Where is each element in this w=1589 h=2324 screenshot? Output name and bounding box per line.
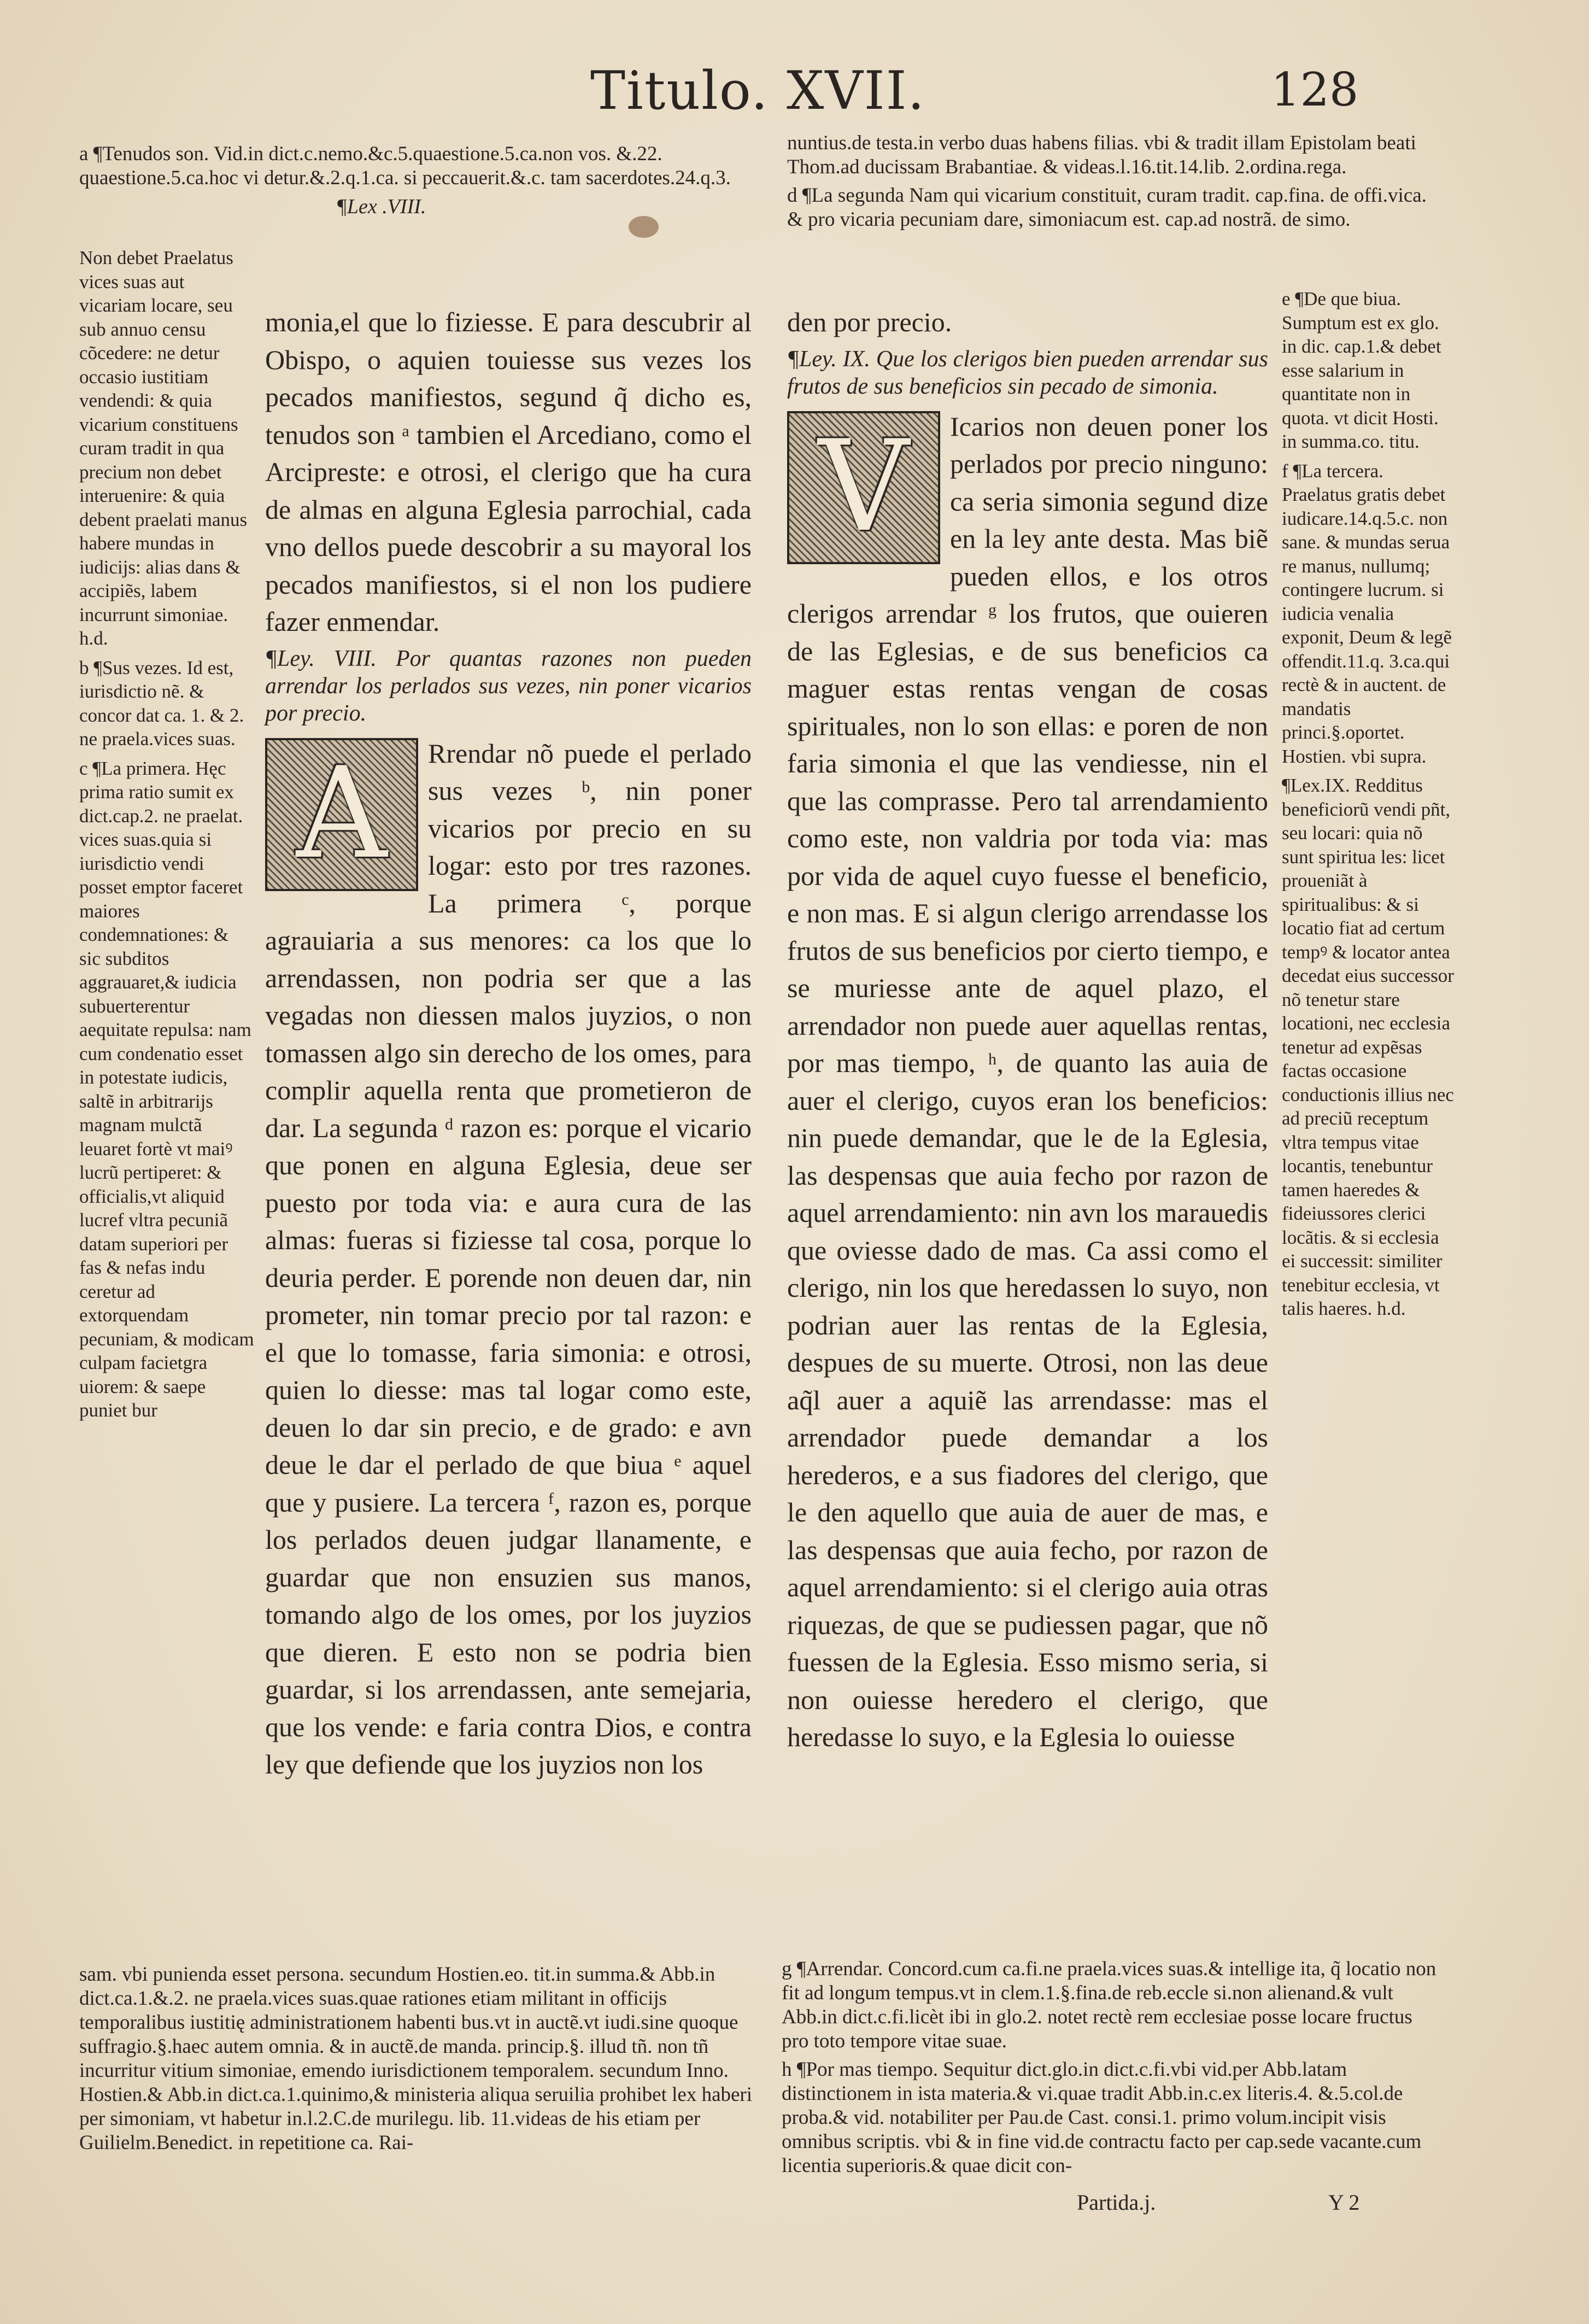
gloss-c: c ¶La primera. Hęc prima ratio sumit ex dict.cap.2. ne praelat. vices suas.quia si iurisdictio vendi posset emptor faceret maiores condemnationes: & sic subditos aggrauaret,& iudicia subuerterentur aequitate repulsa: nam cum condenatio esset in potestate iudicis, saltẽ in arbitrarijs magnam mulctã leuaret fortè vt maiꝰ lucrũ pertiperet: & officialis,vt aliquid lucref vltra pecuniã datam superiori per fas & nefas indu ceretur ad extorquendam pecuniam, & modicam culpam facietgra uiorem: & saepe puniet bur xyxy=(79,757,254,1421)
signature-label: Partida.j. xyxy=(1077,2190,1156,2215)
gloss-h: h ¶Por mas tiempo. Sequitur dict.glo.in dict.c.fi.vbi vid.per Abb.latam distinctionem in ista materia.& vi.quae tradit Abb.in.c.ex literis.4. &.5.col.de proba.& vid. notabiliter per Pau.de Cast. consi.1. primo volum.incipit visis omnibus scriptis. vbi & in fine vid.de contractu facto per cap.sede vacante.cum licentia superioris.& quae dicit con- xyxy=(782,2058,1422,2177)
decorated-initial-v: V xyxy=(787,411,940,564)
left-margin-notes xyxy=(79,246,254,1428)
gloss-bottom-left xyxy=(79,1963,757,2159)
decorated-initial-a: A xyxy=(265,738,418,891)
signature-mark: Y 2 xyxy=(1328,2190,1360,2215)
law-viii-ending: den por precio. xyxy=(787,307,952,337)
law-ix-text: Icarios non deuen poner los perlados por precio ninguno: ca seria simonia segund dize en la ley ante desta. Mas biẽ pueden ellos, e los otros clerigos arrendar ᵍ los frutos, que ouieren de las Eglesias, e de sus beneficios ca maguer estas rentas vengan de cosas spirituales, non lo son ellas: e poren de non faria simonia el que las vendiesse, nin el que las comprasse. Pero tal arrendamiento como este, non valdria por toda via: mas por vida de aquel cuyo fuesse el beneficio, e non mas. E si algun clerigo arrendasse los frutos de sus beneficios por cierto tiempo, e se muriesse ante de aquel plazo, el arrendador non puede auer aquellas rentas, por mas tiempo, ʰ, de quanto las auia de auer el clerigo, cuyos eran los beneficios: nin puede demandar, que le de la Eglesia, las despensas que auia fecho por razon de aquel arrendamiento: nin avn los marauedis que oviesse dado de mas. Ca assi como el clerigo, nin los que heredassen lo suyo, non podrian auer las rentas de la Eglesia, despues de su muerte. Otrosi, non las deue aq̃l auer a aquiẽ las arrendasse: mas el arrendador puede demandar a los herederos, e a sus fiadores del clerigo, que le den aquello que auia de auer de mas, e las despensas que auia fecho, por razon de aquel arrendamiento: si el clerigo auia otras riquezas, de que se pudiessen pagar, que nõ fuessen de la Eglesia. Esso mismo seria, si non ouiesse heredero el clerigo, que heredasse lo suyo, e la Eglesia lo ouiesse xyxy=(787,411,1268,1752)
summary-lex-viii: Non debet Praelatus vices suas aut vicariam locare, seu sub annuo censu cõcedere: ne detur occasio iustitiam vendendi: & quia vicarium constituens curam tradit in qua precium non debet interuenire: & quia debent praelati manus habere mundas in iudicijs: alias dans & accipiẽs, labem incurrunt simoniae. h.d. xyxy=(79,247,248,649)
law-viii-text: Rrendar nõ puede el perlado sus vezes ᵇ, nin poner vicarios por precio en su logar: esto por tres razones. La primera ᶜ, porque agrauiaria a sus menores: ca los que lo arrendassen, non podria ser que a las vegadas non diessen malos juyzios, o non tomassen algo sin derecho de los omes, para complir aquella renta que prometieron de dar. La segunda ᵈ razon es: porque el vicario que ponen en alguna Eglesia, deue ser puesto por toda via: e aura cura de las almas: fueras si fiziesse tal cosa, porque lo deuria perder. E porende non deuen dar, nin prometer, nin tomar precio por tal razon: e el que lo tomasse, faria simonia: e otrosi, quien lo diesse: mas tal logar como este, deuen lo dar sin precio, e de grado: e avn deue le dar el perlado de que biua ᵉ aquel que y pusiere. La tercera ᶠ, razon es, porque los perlados deuen judgar llanamente, e guardar que non ensuzien sus manos, tomando algo de los omes, por los juyzios que dieren. E esto non se podria bien guardar, si los arrendassen, ante semejaria, que los vende: e faria contra Dios, e contra ley que defiende que los juyzios non los xyxy=(265,737,752,1779)
law-ix-rubric: ¶Ley. IX. Que los clerigos bien pueden arrendar sus frutos de sus beneficios sin pecado de simonia. xyxy=(787,346,1268,399)
summary-lex-ix: ¶Lex.IX. Redditus beneficiorũ vendi pñt, seu locari: quia nõ sunt spiritua les: licet proueniãt à spiritualibus: & si locatio fiat ad certum tempꝰ & locator antea decedat eius successor nõ tenetur stare locationi, nec ecclesia tenetur ad expẽsas factas occasione conductionis illius nec ad preciũ receptum vltra tempus vitae locantis, tenebuntur tamen haeredes & fideiussores clerici locãtis. & si ecclesia ei successit: similiter tenebitur ecclesia, vt talis haeres. h.d. xyxy=(1282,775,1454,1319)
gloss-top-right xyxy=(787,131,1432,236)
law-viii-rubric: ¶Ley. VIII. Por quantas razones non pueden arrendar los perlados sus vezes, nin poner vicarios por precio. xyxy=(265,646,752,726)
main-column-right xyxy=(787,303,1268,1756)
gloss-continuation: nuntius.de testa.in verbo duas habens filias. vbi & tradit illam Epistolam beati Thom.ad ducissam Brabantiae. & videas.l.16.tit.14.lib. 2.ordina.rega. xyxy=(787,132,1416,178)
gloss-f: f ¶La tercera. Praelatus gratis debet iudicare.14.q.5.c. non sane. & mundas serua re manus, nullumq; contingere lucrum. si iudicia venalia exponit, Deum & legẽ offendit.11.q. 3.ca.qui rectè & in auctent. de mandatis princi.§.oportet. Hostien. vbi supra. xyxy=(1282,460,1452,767)
main-column-left xyxy=(265,303,752,1783)
page-title: Titulo. XVII. xyxy=(590,60,926,121)
gloss-d: d ¶La segunda Nam qui vicarium constituit, curam tradit. cap.fina. de offi.vica. & pro vicaria pecuniam dare, simoniacum est. cap.ad nostrã. de simo. xyxy=(787,184,1427,231)
gloss-top-left xyxy=(79,142,757,223)
gloss-c-continuation: sam. vbi punienda esset persona. secundum Hostien.eo. tit.in summa.& Abb.in dict.ca.1.&.2. ne praela.vices suas.quae rationes etiam militant in officijs temporalibus iustitię administrationem habenti bus.vt in auctẽ.vt iudi.sine quoque suffragio.§.haec autem omnia. & in auctẽ.de manda. princip.§. illud tñ. non tñ incurritur vitium simoniae, emendo iurisdictionem temporalem. secundum Inno. Hostien.& Abb.in dict.ca.1.quinimo,& ministeria aliqua seruilia prohibet lex haberi per simoniam, vt habetur in.l.2.C.de murilegu. lib. 11.videas de his etiam per Guilielm.Benedict. in repetitione ca. Rai- xyxy=(79,1963,753,2154)
gloss-e: e ¶De que biua. Sumptum est ex glo. in dic. cap.1.& debet esse salarium in quantitate non in quota. vt dicit Hosti. in summa.co. titu. xyxy=(1282,288,1441,452)
gloss-bottom-right xyxy=(782,1957,1443,2182)
law-vii-ending: monia,el que lo fiziesse. E para descubrir al Obispo, o aquien touiesse sus vezes los pecados manifiestos, segund q̃ dicho es, tenudos son ᵃ tambien el Arcediano, como el Arcipreste: e otrosi, el clerigo que ha cura de almas en alguna Eglesia parrochial, cada vno dellos puede descobrir a su mayoral los pecados manifiestos, si el non los pudiere fazer enmendar. xyxy=(265,307,752,637)
gloss-b: b ¶Sus vezes. Id est, iurisdictio nẽ. & concor dat ca. 1. & 2. ne praela.vices suas. xyxy=(79,657,244,750)
folio-number: 128 xyxy=(1271,63,1359,116)
right-margin-notes xyxy=(1282,287,1457,1326)
gloss-a: a ¶Tenudos son. Vid.in dict.c.nemo.&c.5.quaestione.5.ca.non vos. &.22. quaestione.5.ca.hoc vi detur.&.2.q.1.ca. si peccauerit.&.c. tam sacerdotes.24.q.3. xyxy=(79,143,731,189)
lex-viii-heading: ¶Lex .VIII. xyxy=(336,195,426,218)
gloss-g: g ¶Arrendar. Concord.cum ca.fi.ne praela.vices suas.& intellige ita, q̃ locatio non fit ad longum tempus.vt in clem.1.§.fina.de reb.eccle si.non alienand.& vult Abb.in dict.c.fi.licèt ibi in glo.2. notet rectè rem ecclesiae posse locare fructus pro toto tempore vitae suae. xyxy=(782,1958,1436,2052)
